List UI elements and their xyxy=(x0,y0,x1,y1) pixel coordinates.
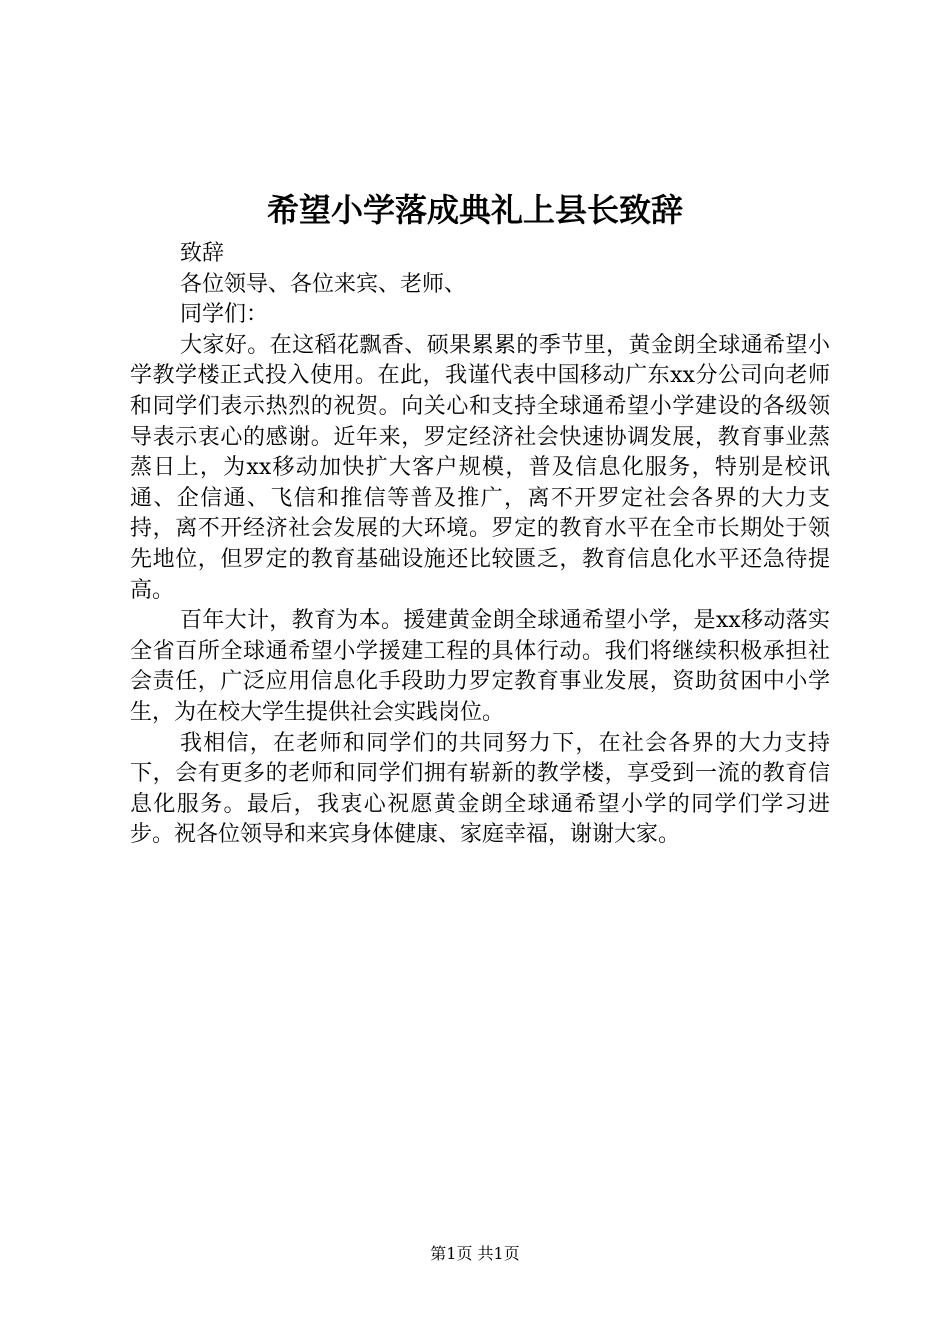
paragraph-salutation-students: 同学们： xyxy=(180,302,269,328)
paragraph-body-2: 百年大计，教育为本。援建黄金朗全球通希望小学，是xx移动落实全省百所全球通希望小学援建工程的具体行动。我们将继续积极承担社会责任，广泛应用信息化手段助力罗定教育事业发展，资助贫困中小学生，为在校大学生提供社会实践岗位。 xyxy=(130,608,830,725)
page-footer: 第1页 共1页 xyxy=(430,1244,520,1263)
document-body xyxy=(130,239,830,851)
paragraph-body-3: 我相信，在老师和同学们的共同努力下，在社会各界的大力支持下，会有更多的老师和同学们拥有崭新的教学楼，享受到一流的教育信息化服务。最后，我衷心祝愿黄金朗全球通希望小学的同学们学习进步。祝各位领导和来宾身体健康、家庭幸福，谢谢大家。 xyxy=(130,730,830,848)
paragraph-salutation-leaders: 各位领导、各位来宾、老师、 xyxy=(180,271,467,297)
document-title: 希望小学落成典礼上县长致辞 xyxy=(266,191,683,229)
paragraph-salutation-heading: 致辞 xyxy=(180,241,225,266)
paragraph-body-1: 大家好。在这稻花飘香、硕果累累的季节里，黄金朗全球通希望小学教学楼正式投入使用。在此，我谨代表中国移动广东xx分公司向老师和同学们表示热烈的祝贺。向关心和支持全球通希望小学建设的各级领导表示衷心的感谢。近年来，罗定经济社会快速协调发展，教育事业蒸蒸日上，为xx移动加快扩大客户规模，普及信息化服务，特别是校讯通、企信通、飞信和推信等普及推广，离不开罗定社会各界的大力支持，离不开经济社会发展的大环境。罗定的教育水平在全市长期处于领先地位，但罗定的教育基础设施还比较匮乏，教育信息化水平还急待提高。 xyxy=(130,332,830,603)
